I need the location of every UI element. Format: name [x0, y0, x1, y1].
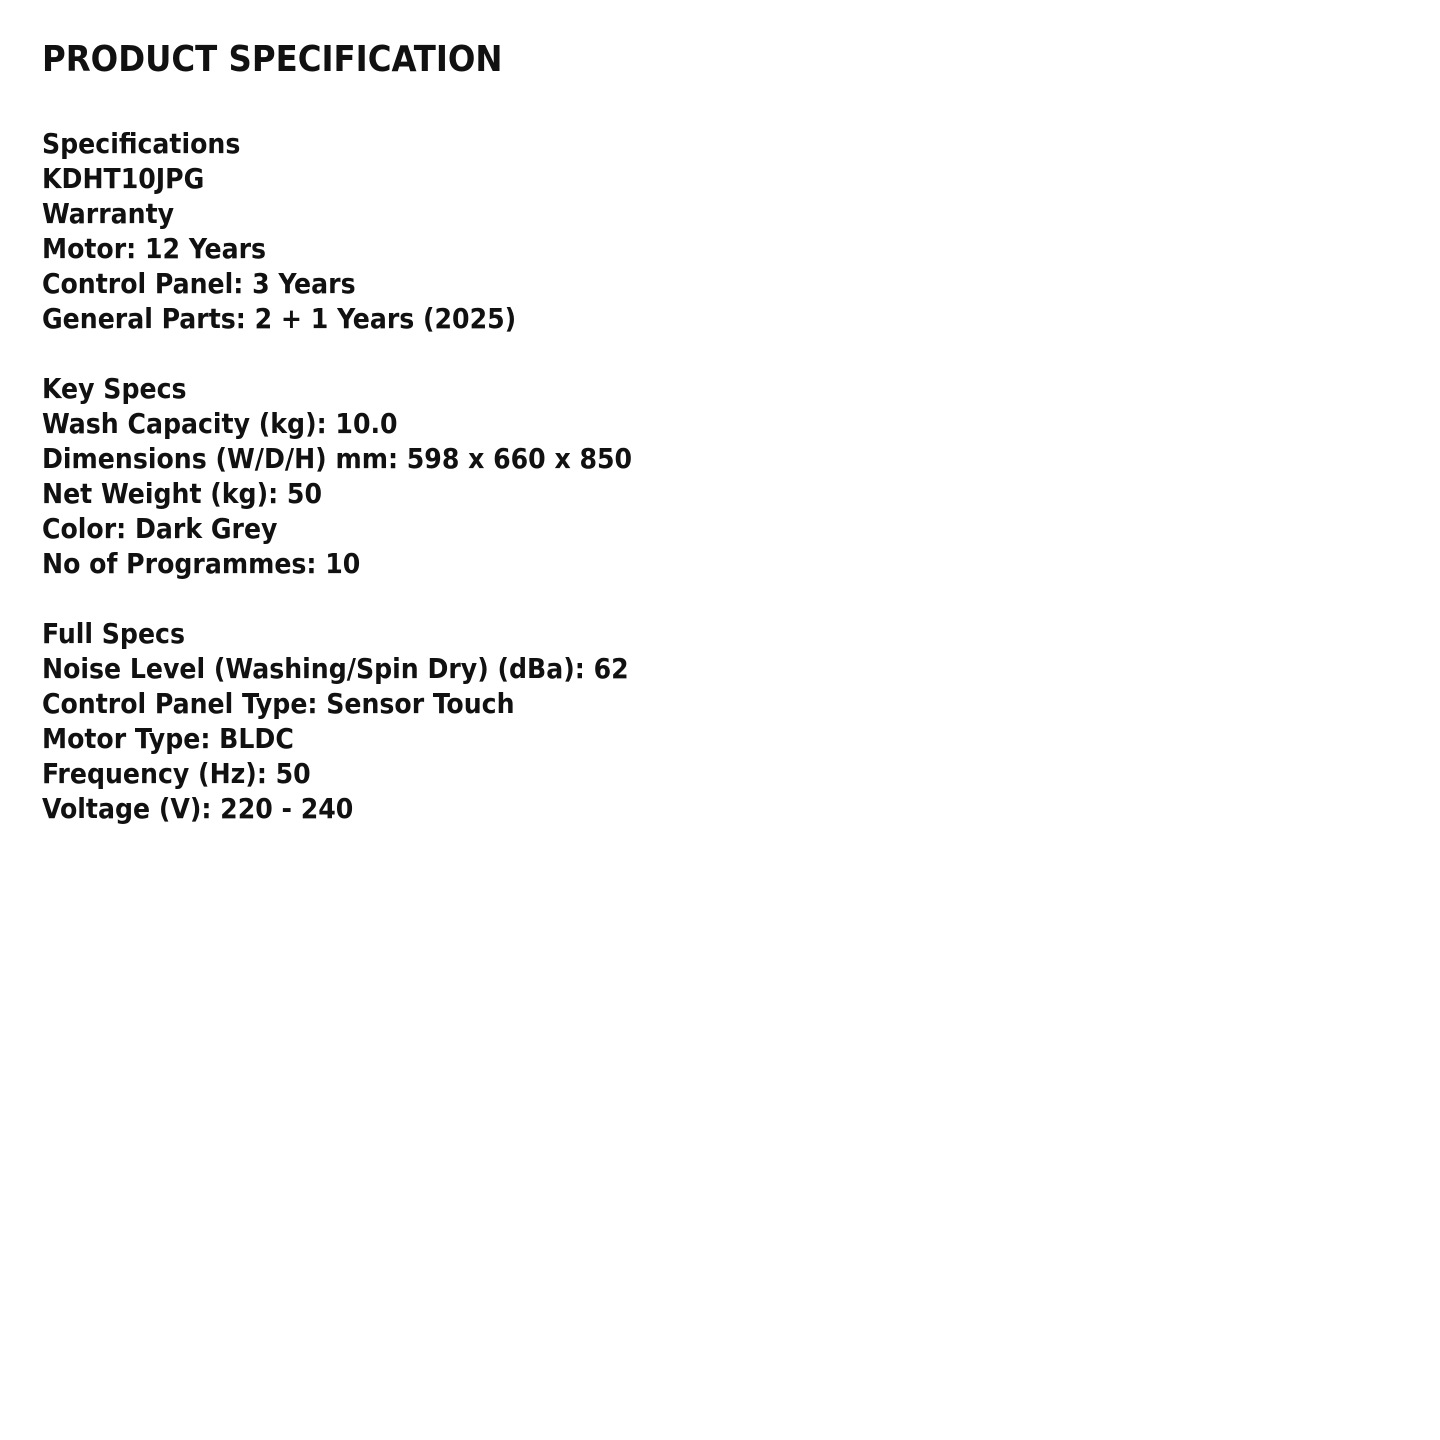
spec-line: Frequency (Hz): 50	[42, 756, 311, 790]
spec-section-specifications-warranty	[42, 126, 1398, 336]
spec-line: Motor Type: BLDC	[42, 721, 294, 755]
spec-line: Dimensions (W/D/H) mm: 598 x 660 x 850	[42, 441, 633, 475]
spec-sections	[42, 126, 1398, 826]
spec-line: Net Weight (kg): 50	[42, 476, 322, 510]
spec-line: Wash Capacity (kg): 10.0	[42, 406, 398, 440]
spec-line: No of Programmes: 10	[42, 546, 361, 580]
spec-section-full-specs	[42, 616, 1398, 826]
spec-line: Motor: 12 Years	[42, 231, 266, 265]
spec-line: Warranty	[42, 196, 175, 230]
spec-line: Key Specs	[42, 371, 187, 405]
spec-line: Full Specs	[42, 616, 185, 650]
spec-line: General Parts: 2 + 1 Years (2025)	[42, 301, 517, 335]
spec-line: Noise Level (Washing/Spin Dry) (dBa): 62	[42, 651, 629, 685]
spec-line: Color: Dark Grey	[42, 511, 278, 545]
spec-line: Voltage (V): 220 - 240	[42, 791, 354, 825]
spec-line: Specifications	[42, 126, 241, 160]
page-title: PRODUCT SPECIFICATION	[42, 39, 503, 80]
spec-line: Control Panel: 3 Years	[42, 266, 356, 300]
spec-line: KDHT10JPG	[42, 161, 205, 195]
spec-section-key-specs	[42, 371, 1398, 581]
spec-line: Control Panel Type: Sensor Touch	[42, 686, 515, 720]
